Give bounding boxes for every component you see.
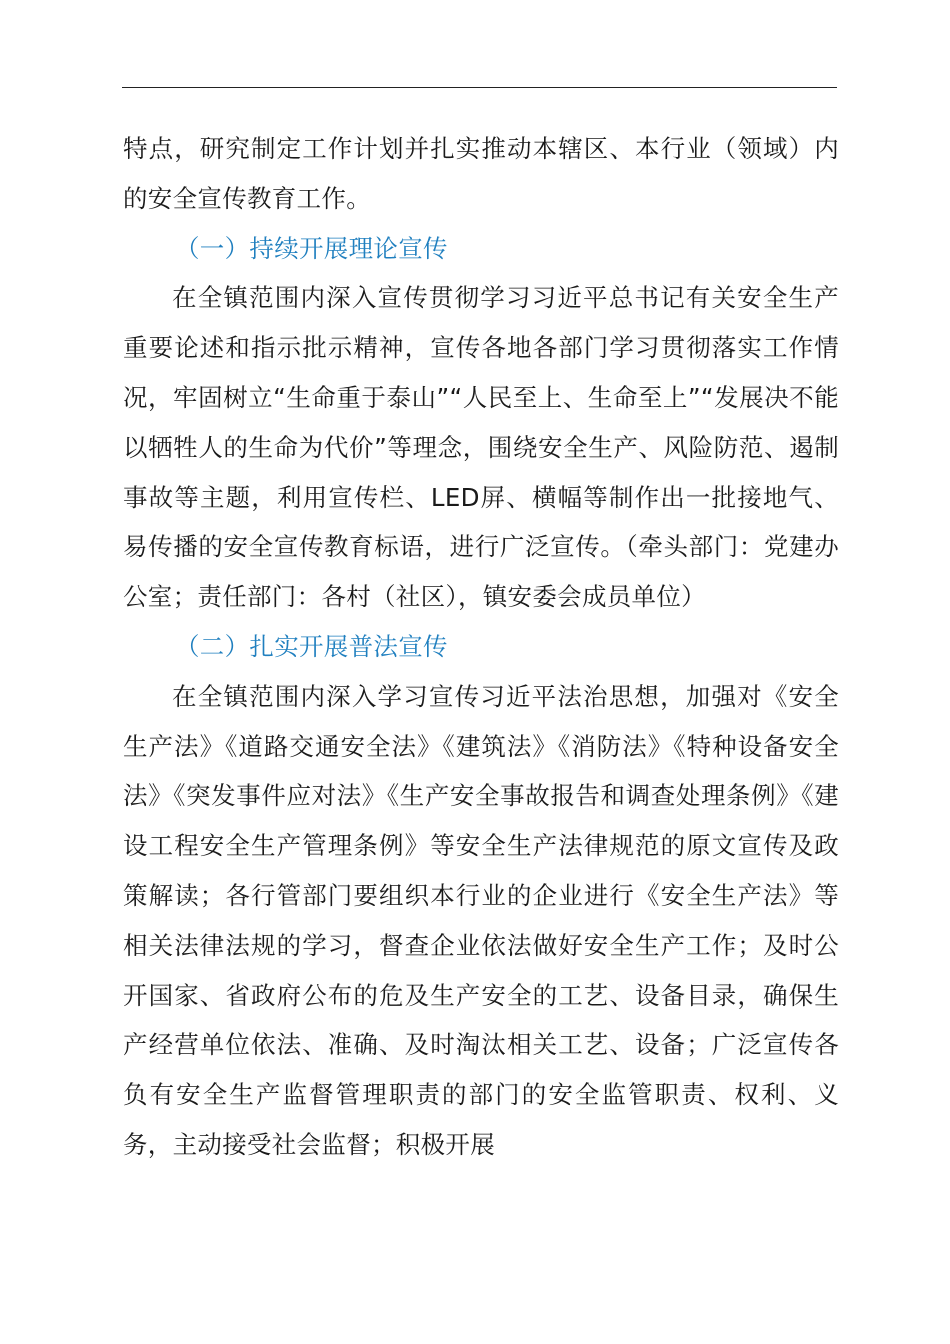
header-rule	[122, 87, 837, 88]
paragraph-theory-publicity: 在全镇范围内深入宣传贯彻学习习近平总书记有关安全生产重要论述和指示批示精神，宣传各地各部门学习贯彻落实工作情况，牢固树立“生命重于泰山”“人民至上、生命至上”“发展决不能以牺牲人的生命为代价”等理念，围绕安全生产、风险防范、遏制事故等主题，利用宣传栏、LED屏、横幅等制作出一批接地气、易传播的安全宣传教育标语，进行广泛宣传。（牵头部门：党建办公室；责任部门：各村（社区），镇安委会成员单位）	[123, 283, 839, 612]
paragraph-continued: 特点，研究制定工作计划并扎实推动本辖区、本行业（领域）内的安全宣传教育工作。	[123, 134, 839, 213]
section-heading-law-publicity: （二）扎实开展普法宣传	[175, 631, 448, 661]
document-body	[123, 124, 839, 1170]
paragraph-law-publicity: 在全镇范围内深入学习宣传习近平法治思想，加强对《安全生产法》《道路交通安全法》《建筑法》《消防法》《特种设备安全法》《突发事件应对法》《生产安全事故报告和调查处理条例》《建设工程安全生产管理条例》等安全生产法律规范的原文宣传及政策解读；各行管部门要组织本行业的企业进行《安全生产法》等相关法律法规的学习，督查企业依法做好安全生产工作；及时公开国家、省政府公布的危及生产安全的工艺、设备目录，确保生产经营单位依法、准确、及时淘汰相关工艺、设备；广泛宣传各负有安全生产监督管理职责的部门的安全监管职责、权利、义务，主动接受社会监督；积极开展	[123, 681, 839, 1159]
section-heading-theory-publicity: （一）持续开展理论宣传	[175, 233, 448, 263]
